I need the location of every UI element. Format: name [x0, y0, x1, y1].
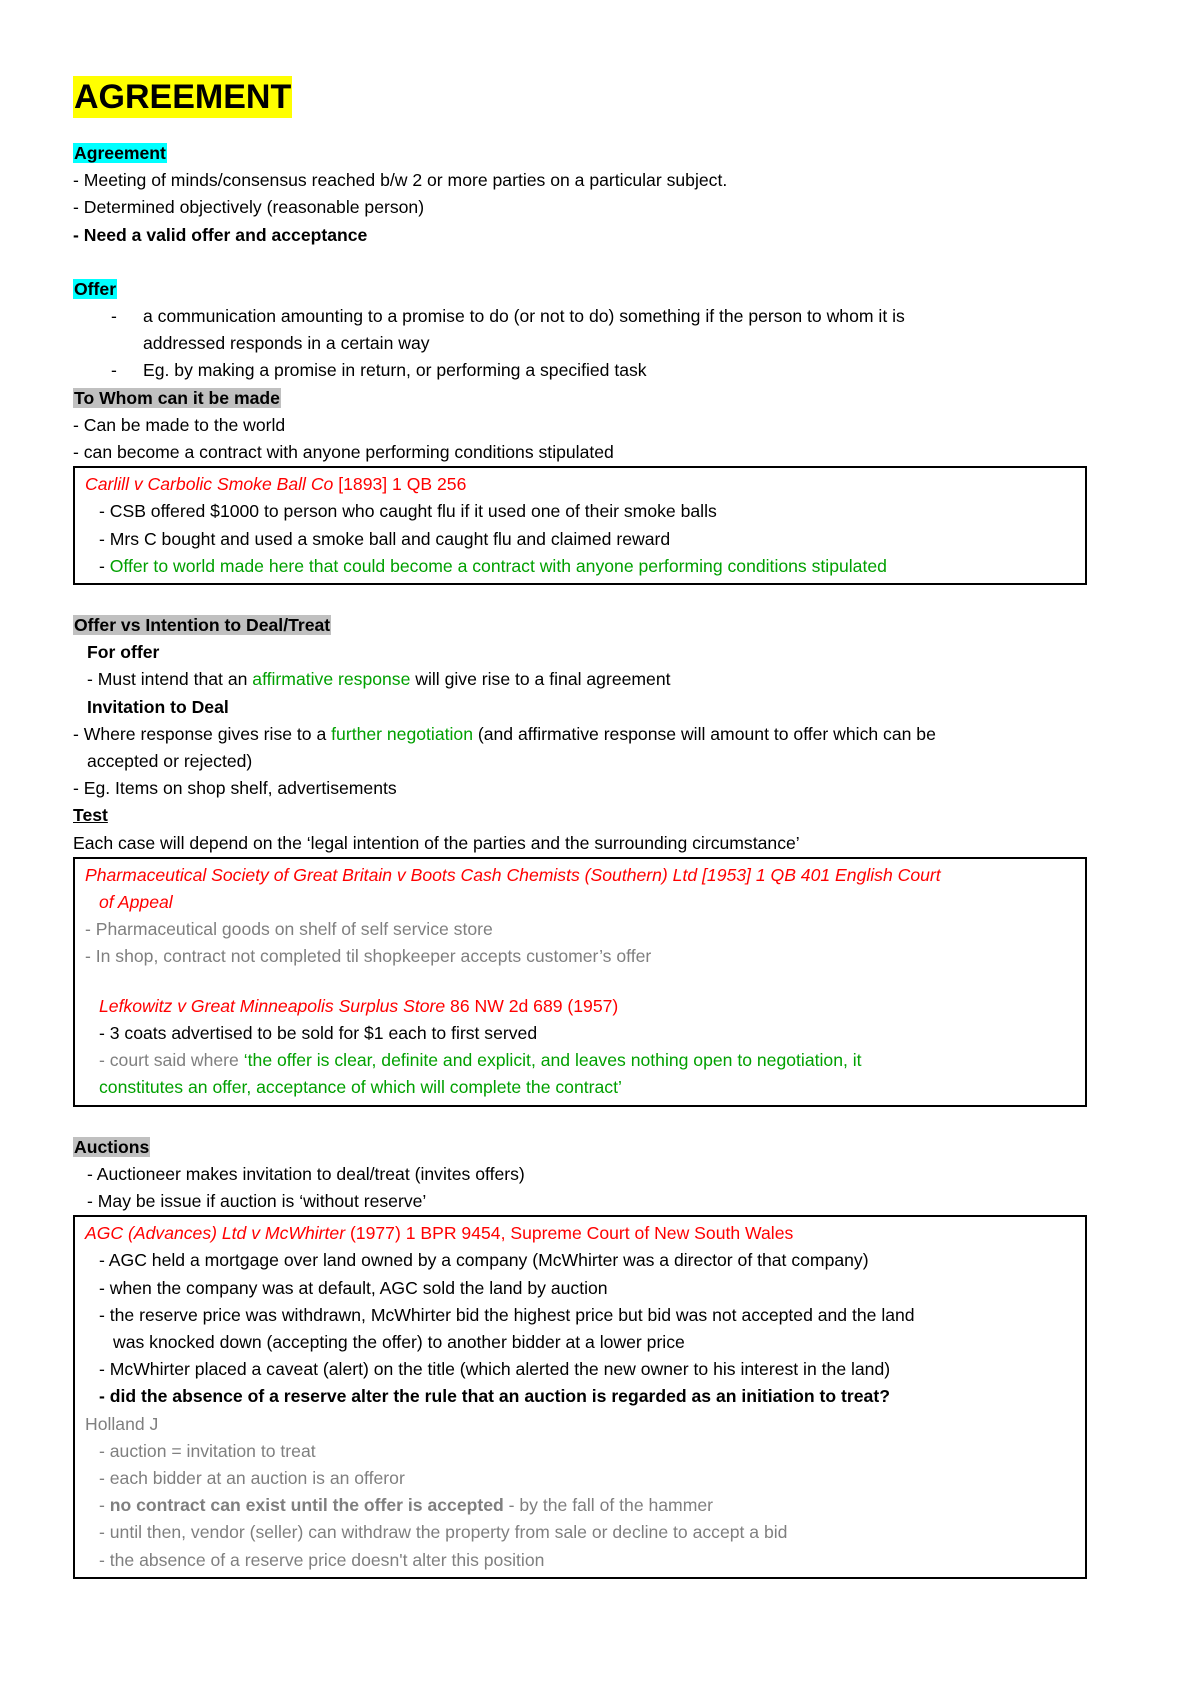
case-fact: - court said where ‘the offer is clear, definite and explicit, and leaves nothing open to negotiation, it: [99, 1050, 862, 1071]
to-whom-heading: To Whom can it be made: [74, 387, 280, 408]
invitation-example: - Eg. Items on shop shelf, advertisements: [73, 778, 397, 799]
bullet-dash: -: [111, 360, 117, 381]
case-fact: - Pharmaceutical goods on shelf of self service store: [85, 919, 493, 940]
case-fact: - when the company was at default, AGC sold the land by auction: [99, 1277, 608, 1298]
auctions-line: - May be issue if auction is ‘without reserve’: [87, 1190, 427, 1211]
test-heading: Test: [73, 805, 108, 826]
case-fact: - In shop, contract not completed til shopkeeper accepts customer’s offer: [85, 946, 652, 967]
case-held: - the absence of a reserve price doesn't alter this position: [99, 1549, 545, 1570]
case-name: Pharmaceutical Society of Great Britain v Boots Cash Chemists (Southern) Ltd [1953] 1 QB 401 English Court: [85, 864, 941, 885]
case-held: - until then, vendor (seller) can withdraw the property from sale or decline to accept a bid: [99, 1522, 788, 1543]
offer-heading: Offer: [74, 278, 117, 299]
offer-bullet: [73, 357, 1093, 384]
document-title: AGREEMENT: [74, 78, 292, 116]
agreement-line: - Need a valid offer and acceptance: [73, 224, 368, 245]
for-offer-line: - Must intend that an affirmative response will give rise to a final agreement: [87, 669, 671, 690]
case-question: - did the absence of a reserve alter the rule that an auction is regarded as an initiation to treat?: [99, 1386, 890, 1407]
invitation-line-cont: accepted or rejected): [87, 751, 253, 772]
auctions-heading: Auctions: [74, 1136, 150, 1157]
case-held: - no contract can exist until the offer is accepted - by the fall of the hammer: [99, 1495, 714, 1516]
offer-bullet-text: addressed responds in a certain way: [143, 333, 430, 354]
case-citation: [1893] 1 QB 256: [333, 474, 467, 495]
case-name-cont: of Appeal: [99, 892, 173, 913]
case-fact: - CSB offered $1000 to person who caught flu if it used one of their smoke balls: [99, 501, 717, 522]
offer-bullet-text: a communication amounting to a promise to do (or not to do) something if the person to whom it is: [143, 306, 905, 327]
case-citation: 86 NW 2d 689 (1957): [445, 995, 619, 1016]
case-citation: (1977) 1 BPR 9454, Supreme Court of New South Wales: [345, 1223, 794, 1244]
auctions-line: - Auctioneer makes invitation to deal/treat (invites offers): [87, 1163, 525, 1184]
case-fact: - AGC held a mortgage over land owned by a company (McWhirter was a director of that company): [99, 1250, 869, 1271]
case-fact: - Mrs C bought and used a smoke ball and caught flu and claimed reward: [99, 528, 671, 549]
case-fact: - 3 coats advertised to be sold for $1 each to first served: [99, 1022, 538, 1043]
case-held: - each bidder at an auction is an offeror: [99, 1467, 405, 1488]
case-fact: - McWhirter placed a caveat (alert) on the title (which alerted the new owner to his interest in the land): [99, 1359, 891, 1380]
agreement-heading: Agreement: [74, 143, 166, 163]
case-fact-dash: -: [99, 555, 110, 576]
agreement-line: - Determined objectively (reasonable person): [73, 197, 425, 218]
offer-bullet-text: Eg. by making a promise in return, or performing a specified task: [143, 360, 647, 381]
to-whom-line: - Can be made to the world: [73, 414, 286, 435]
carlill-case-box: [73, 466, 1087, 585]
case-fact: - the reserve price was withdrawn, McWhirter bid the highest price but bid was not accepted and the land: [99, 1304, 915, 1325]
document-page: [73, 76, 1093, 1579]
to-whom-line: - can become a contract with anyone performing conditions stipulated: [73, 442, 614, 463]
case-name: Lefkowitz v Great Minneapolis Surplus Store: [99, 995, 446, 1016]
case-holding: Offer to world made here that could become a contract with anyone performing conditions stipulated: [109, 555, 887, 576]
title-row: [73, 76, 1093, 118]
offer-bullet-cont: [73, 330, 1093, 357]
offer-vs-heading: Offer vs Intention to Deal/Treat: [74, 615, 331, 636]
case-name: AGC (Advances) Ltd v McWhirter: [85, 1223, 346, 1244]
for-offer-subheading: For offer: [87, 642, 160, 663]
invitation-subheading: Invitation to Deal: [87, 696, 229, 717]
agc-case-box: [73, 1215, 1087, 1579]
agreement-line: - Meeting of minds/consensus reached b/w 2 or more parties on a particular subject.: [73, 170, 728, 191]
invitation-line: - Where response gives rise to a further negotiation (and affirmative response will amount to offer which can be: [73, 723, 936, 744]
case-judge: Holland J: [85, 1413, 159, 1434]
bullet-dash: -: [111, 306, 117, 327]
case-holding-cont: constitutes an offer, acceptance of which will complete the contract’: [99, 1077, 622, 1098]
boots-lefkowitz-case-box: [73, 857, 1087, 1107]
case-held: - auction = invitation to treat: [99, 1440, 316, 1461]
test-line: Each case will depend on the ‘legal intention of the parties and the surrounding circumstance’: [73, 832, 800, 853]
offer-bullet: [73, 303, 1093, 330]
case-name: Carlill v Carbolic Smoke Ball Co: [85, 474, 334, 495]
case-fact-cont: was knocked down (accepting the offer) to another bidder at a lower price: [113, 1331, 685, 1352]
